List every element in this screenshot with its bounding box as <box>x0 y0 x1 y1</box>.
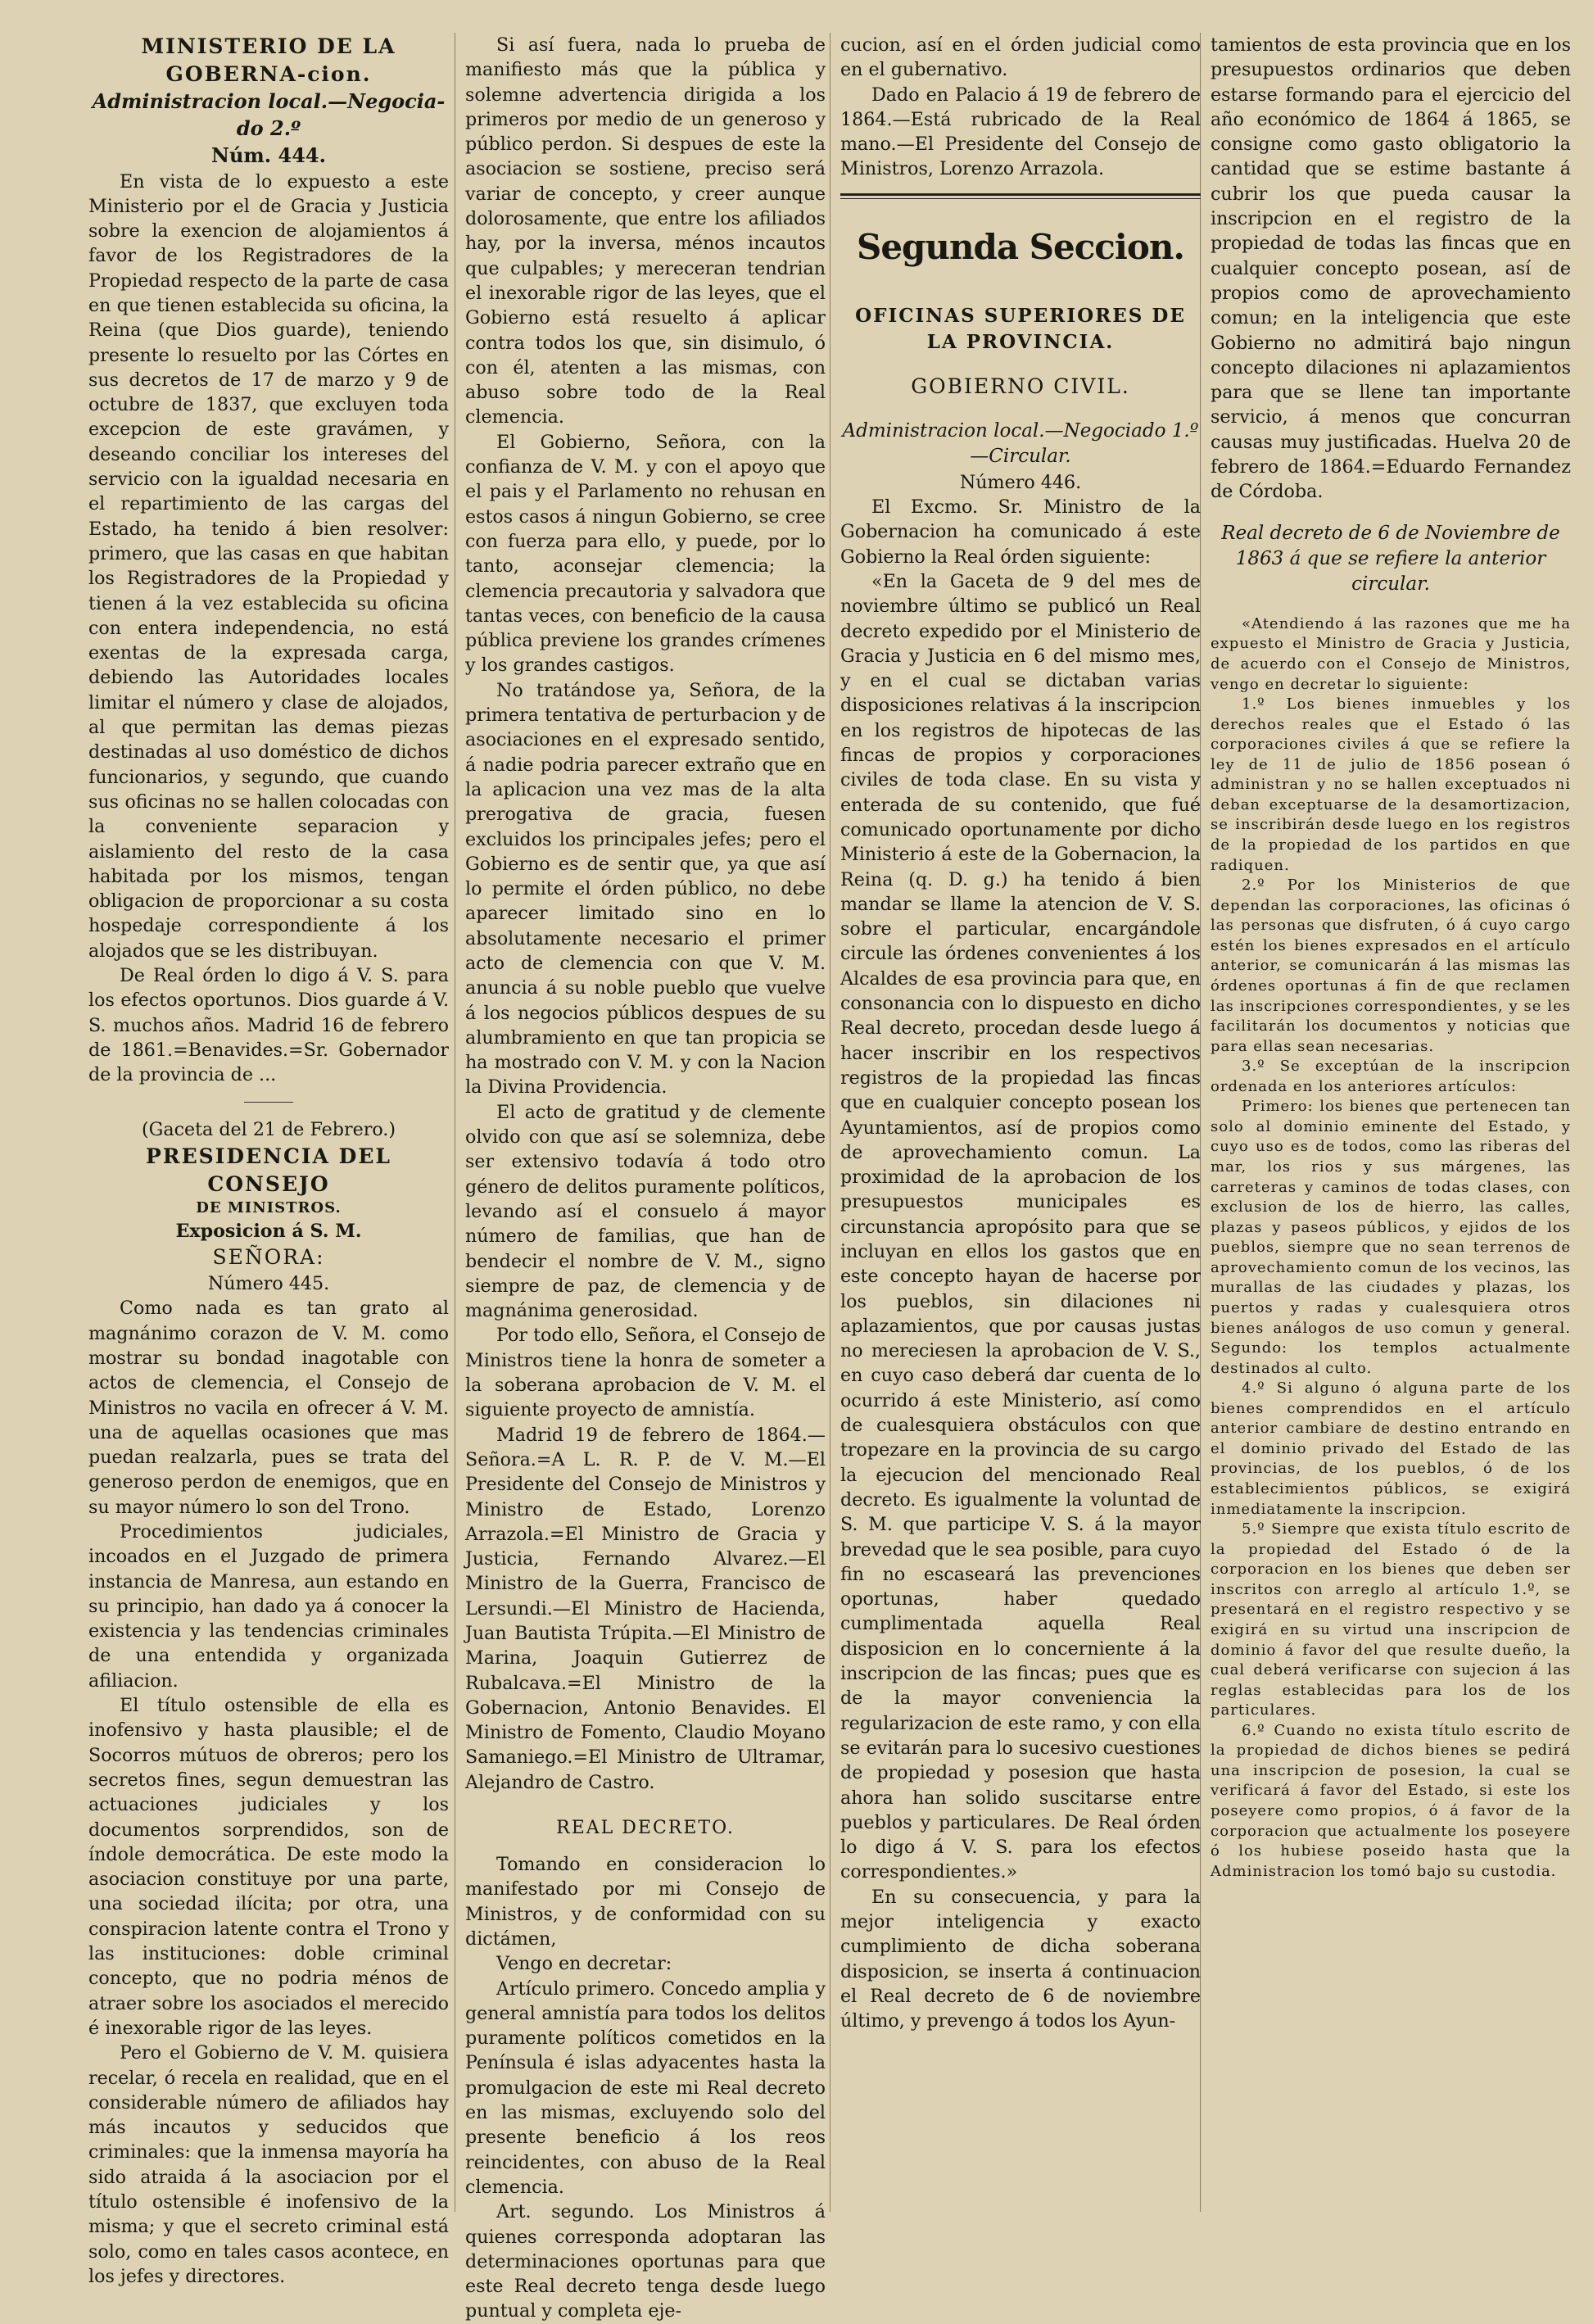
number-444: Núm. 444. <box>211 143 326 167</box>
paragraph: En vista de lo expuesto a este Ministerio por el de Gracia y Justicia sobre la exencion de alojamientos á favor de los Registradores de la Propiedad respecto de la parte de casa en que tienen establecida su oficina, la Reina (que Dios guarde), teniendo presente lo resuelto por las Córtes en sus decretos de 17 de marzo y 9 de octubre de 1837, que excluyen toda excepcion de este gravámen, y deseando conciliar los intereses del servicio con la igualdad necesaria en el repartimiento de las cargas del Estado, ha tenido á bien resolver: primero, que las casas en que habitan los Registradores de la Propiedad y tienen á la vez establecida su oficina con entera independencia, no está exentas de la expresada carga, debiendo las Autoridades locales limitar el número y clase de alojados, al que permitan las demas piezas destinadas al uso doméstico de dichos funcionarios, y segundo, que cuando sus oficinas no se hallen colocadas con la conveniente separacion y aislamiento del resto de la casa habitada por los mismos, tengan obligacion de proporcionar a su costa hospedaje correspondiente á los alojados que se les distribuyan. <box>88 170 449 962</box>
paragraph: Procedimientos judiciales, incoados en el Juzgado de primera instancia de Manresa, aun estando en su principio, han dado ya á conocer la existencia y las tendencias criminales de una entendida y organizada afiliacion. <box>88 1520 449 1692</box>
article-1: 1.º Los bienes inmuebles y los derechos reales que el Estado ó las corporaciones civiles á que se refiere la ley de 11 de julio de 1856 posean ó administran y no se hallen exceptuados ni deban exceptuarse de la desamortizacion, se inscribirán desde luego en los registros de la propiedad de los partidos en que radiquen. <box>1211 695 1571 874</box>
gaceta-note: (Gaceta del 21 de Febrero.) <box>141 1119 396 1141</box>
admin-heading: Administracion local.—Negocia-do 2.º <box>92 89 446 140</box>
article-3: 3.º Se exceptúan de la inscripcion ordenada en los anteriores artículos: <box>1211 1058 1571 1095</box>
gobierno-civil-heading: GOBIERNO CIVIL. <box>911 374 1130 398</box>
paragraph: El Gobierno, Señora, con la confianza de V. M. y con el apoyo que el pais y el Parlamento no rehusan en estos casos á ningun Gobierno, se cree con fuerza para ello, y puede, por lo tanto, aconsejar clemencia; la clemencia precautoria y salvadora que tantas veces, con beneficio de la causa pública previene los grandes crímenes y los grandes castigos. <box>465 431 826 677</box>
signatures-paragraph: Madrid 19 de febrero de 1864.—Señora.=A L. R. P. de V. M.—El Presidente del Consejo de Ministros y Ministro de Estado, Lorenzo Arrazola.=El Ministro de Gracia y Justicia, Fernando Alvarez.—El Ministro de la Guerra, Francisco de Lersundi.—El Ministro de Hacienda, Juan Bautista Trúpita.—El Ministro de Marina, Joaquin Gutierrez de Rubalcava.=El Ministro de la Gobernacion, Antonio Benavides. El Ministro de Fomento, Claudio Moyano Samaniego.=El Ministro de Ultramar, Alejandro de Castro. <box>465 1424 826 1793</box>
paragraph: «En la Gaceta de 9 del mes de noviembre último se publicó un Real decreto expedido por el Ministerio de Gracia y Justicia en 6 del mismo mes, y en el cual se dictaban varias disposiciones relativas á la inscripcion en los registros de hipotecas de las fincas de propios y corporaciones civiles de toda clase. En su vista y enterada de su contenido, que fué comunicado oportunamente por dicho Ministerio á este de la Gobernacion, la Reina (q. D. g.) ha tenido á bien mandar se llame la atencion de V. S. sobre el particular, encargándole circule las órdenes convenientes á los Alcaldes de esa provincia para que, en consonancia con lo dispuesto en dicho Real decreto, procedan desde luego á hacer inscribir en los respectivos registros de la propiedad las fincas que en cualquier concepto posean los Ayuntamientos, así de propios como de aprovechamiento comun. La proximidad de la aprobacion de los presupuestos municipales es circunstancia apropósito para que se incluyan en ellos los gastos que en este concepto hayan de hacerse por los pueblos, sin dilaciones ni aplazamientos, que por causas justas no mereciesen la aprobacion de V. S., en cuyo caso deberá dar cuenta de lo ocurrido á este Ministerio, así como de cualesquiera obstáculos con que tropezare en la provincia de su cargo la ejecucion del mencionado Real decreto. Es igualmente la voluntad de S. M. que participe V. S. á la mayor brevedad que le sea posible, para cuyo fin no escaseará las prevenciones oportunas, haber quedado cumplimentada aquella Real disposicion en lo concerniente á la inscripcion de las fincas; pues que es de la mayor conveniencia la regularizacion de este ramo, y con ella se evitarán para lo sucesivo cuestiones de propiedad y posesion que hasta ahora han solido suscitarse entre pueblos y particulares. De Real órden lo digo á V. S. para los efectos correspondientes.» <box>840 570 1201 1883</box>
paragraph: Si así fuera, nada lo prueba de manifiesto más que la pública y solemne advertencia dirigida a los primeros por medio de un generoso y público perdon. Si despues de este la asociacion se sostiene, preciso será variar de concepto, y creer aunque dolorosamente, que entre los afiliados hay, por la inversa, ménos incautos que culpables; y mereceran tendrian el inexorable rigor de las leyes, que el Gobierno está resuelto á aplicar contra todos los que, sin disimulo, ó con él, atenten a las mismas, con abuso sobre todo de la Real clemencia. <box>465 34 826 428</box>
paragraph: tamientos de esta provincia que en los presupuestos ordinarios que deben estarse formando para el ejercicio del año económico de 1864 á 1865, se consigne como gasto obligatorio la cantidad que se estime bastante á cubrir los que pueda causar la inscripcion en el registro de la propiedad de todas las fincas que en cualquier concepto posean, así de propios como de aprovechamiento comun; en la inteligencia que este Gobierno no admitirá bajo ningun concepto dilaciones ni aplazamientos para que se llene tan importante servicio, á menos que concurran causas muy justificadas. Huelva 20 de febrero de 1864.=Eduardo Fernandez de Córdoba. <box>1211 34 1571 503</box>
presidencia-heading: PRESIDENCIA DEL CONSEJO <box>146 1144 391 1196</box>
column-4 <box>1211 33 1571 2228</box>
paragraph: De Real órden lo digo á V. S. para los efectos oportunos. Dios guarde á V. S. muchos años. Madrid 16 de febrero de 1861.=Benavides.=Sr. Gobernador de la provincia de ... <box>88 965 449 1086</box>
paragraph: El título ostensible de ella es inofensivo y hasta plausible; el de Socorros mútuos de obreros; pero los secretos fines, segun demuestran las actuaciones judiciales y los documentos sorprendidos, son de índole democrática. De este modo la asociacion constituye por una parte, una sociedad ilícita; por otra, una conspiracion latente contra el Trono y las instituciones: doble criminal concepto, que no podria ménos de atraer sobre los asociados el merecido é inexorable rigor de las leyes. <box>88 1695 449 2039</box>
number-446: Número 446. <box>959 471 1082 493</box>
paragraph: Pero el Gobierno de V. M. quisiera recelar, ó recela en realidad, que en el considerable número de afiliados hay más incautos y seducidos que criminales: que la inmensa mayoría ha sido atraida á la asociacion por el título ostensible é inofensivo de la misma; y que el secreto criminal está solo, como en tales casos acontece, en los jefes y directores. <box>88 2042 449 2287</box>
section-title: Segunda Seccion. <box>856 226 1185 267</box>
article-3-detail: Primero: los bienes que pertenecen tan solo al dominio eminente del Estado, y cuyo uso es de todos, como las riberas del mar, los rios y sus márgenes, las carreteras y caminos de todas clases, con exclusion de los de hierro, las calles, plazas y paseos públicos, y ejidos de los pueblos, siempre que no sean terrenos de aprovechamiento comun de los vecinos, las murallas de las ciudades y plazas, los puertos y radas y cualesquiera otros bienes análogos de uso comun y general. Segundo: los templos actualmente destinados al culto. <box>1211 1098 1571 1377</box>
presidencia-subheading: DE MINISTROS. <box>196 1199 342 1217</box>
paragraph: En su consecuencia, y para la mejor inteligencia y exacto cumplimiento de dicha soberana disposicion, se inserta á continuacion el Real decreto de 6 de noviembre último, y prevengo á todos los Ayun- <box>840 1886 1201 2032</box>
article-4: 4.º Si alguno ó alguna parte de los bienes comprendidos en el artículo anterior cambiare de destino entrando en el dominio privado del Estado de las provincias, de los pueblos, ó de los establecimientos públicos, se exigirá inmediatamente la inscripcion. <box>1211 1379 1571 1518</box>
paragraph: El Excmo. Sr. Ministro de la Gobernacion ha comunicado á este Gobierno la Real órden siguiente: <box>840 496 1201 568</box>
paragraph: Por todo ello, Señora, el Consejo de Ministros tiene la honra de someter a la soberana aprobacion de V. M. el siguiente proyecto de amnistía. <box>465 1325 826 1421</box>
double-rule <box>840 193 1201 199</box>
senora-heading: SEÑORA: <box>212 1244 325 1269</box>
column-3 <box>840 33 1201 2228</box>
real-decreto-heading: REAL DECRETO. <box>556 1818 735 1839</box>
ministry-heading: MINISTERIO DE LA GOBERNA-cion. <box>141 34 396 87</box>
admin-heading: Administracion local.—Negociado 1.º—Circular. <box>842 420 1199 468</box>
paragraph: Vengo en decretar: <box>496 1953 672 1975</box>
paragraph: Artículo primero. Concedo amplia y general amnistía para todos los delitos puramente políticos cometidos en la Península é islas adyacentes hasta la promulgacion de este mi Real decreto en las mismas, excluyendo solo del presente beneficio á los reos reincidentes, con abuso de la Real clemencia. <box>465 1977 826 2198</box>
paragraph: Art. segundo. Los Ministros á quienes corresponda adoptaran las determinaciones oportunas para que este Real decreto tenga desde luego puntual y completa eje- <box>465 2201 826 2322</box>
article-2: 2.º Por los Ministerios de que dependan las corporaciones, las oficinas ó las personas que disfruten, ó á cuyo cargo estén los bienes expresados en el artículo anterior, se comunicarán á las mismas las órdenes oportunas á fin de que reclamen las inscripciones correspondientes, y se les facilitarán los documentos y noticias que para ellas sean necesarias. <box>1211 877 1571 1055</box>
paragraph: Tomando en consideracion lo manifestado por mi Consejo de Ministros, y de conformidad con su dictámen, <box>465 1854 826 1950</box>
separator <box>244 1102 293 1103</box>
paragraph: No tratándose ya, Señora, de la primera tentativa de perturbacion y de asociaciones en el expresado sentido, á nadie podria parecer extraño que en la aplicacion una vez mas de la alta prerogativa de gracia, fuesen excluidos los principales jefes; pero el Gobierno es de sentir que, ya que así lo permite el órden público, no debe aparecer limitado sino en lo absolutamente necesario el primer acto de clemencia con que V. M. anuncia á su noble pueblo que vuelve á los negocios públicos despues de su alumbramiento en que tan propicia se ha mostrado con V. M. y con la Nacion la Divina Providencia. <box>465 679 826 1099</box>
paragraph: cucion, así en el órden judicial como en el gubernativo. <box>840 34 1201 81</box>
exposicion-heading: Exposicion á S. M. <box>175 1220 362 1242</box>
column-2 <box>465 33 826 2322</box>
paragraph: Dado en Palacio á 19 de febrero de 1864.—Está rubricado de la Real mano.—El Presidente del Consejo de Ministros, Lorenzo Arrazola. <box>840 84 1201 180</box>
number-445: Número 445. <box>207 1273 330 1295</box>
paragraph: El acto de gratitud y de clemente olvido con que así se solemniza, debe ser extensivo todavía á todo otro género de delitos puramente políticos, levando así el consuelo á mayor número de familias, que han de bendecir el nombre de V. M., signo siempre de paz, de clemencia y de magnánima generosidad. <box>465 1101 826 1322</box>
paragraph: «Atendiendo á las razones que me ha expuesto el Ministro de Gracia y Justicia, de acuerdo con el Consejo de Ministros, vengo en decretar lo siguiente: <box>1211 614 1571 693</box>
column-1 <box>88 33 449 2287</box>
decree-title: Real decreto de 6 de Noviembre de 1863 á que se refiere la anterior circular. <box>1221 522 1560 596</box>
paragraph: Como nada es tan grato al magnánimo corazon de V. M. como mostrar su bondad inagotable con actos de clemencia, el Consejo de Ministros no vacila en ofrecer á V. M. una de aquellas ocasiones que mas puedan realzarla, pues se trata del generoso perdon de enemigos, que en su mayor número lo son del Trono. <box>88 1298 449 1518</box>
article-5: 5.º Siempre que exista título escrito de la propiedad del Estado ó de la corporacion en los bienes que deben ser inscritos con arreglo al artículo 1.º, se presentará en el registro respectivo y se exigirá en su virtud una inscripcion de dominio á favor del que resulte dueño, la cual deberá verificarse con sujecion á las reglas establecidas para los de los particulares. <box>1211 1520 1571 1719</box>
oficinas-heading: OFICINAS SUPERIORES DE LA PROVINCIA. <box>855 305 1186 353</box>
article-6: 6.º Cuando no exista título escrito de la propiedad de dichos bienes se pedirá una inscripcion de posesion, la cual se verificará á favor del Estado, si este los poseyere como propios, ó á favor de la corporacion que actualmente los poseyere ó los hubiese poseido hasta que la Administracion los tomó bajo su custodia. <box>1211 1721 1571 1880</box>
